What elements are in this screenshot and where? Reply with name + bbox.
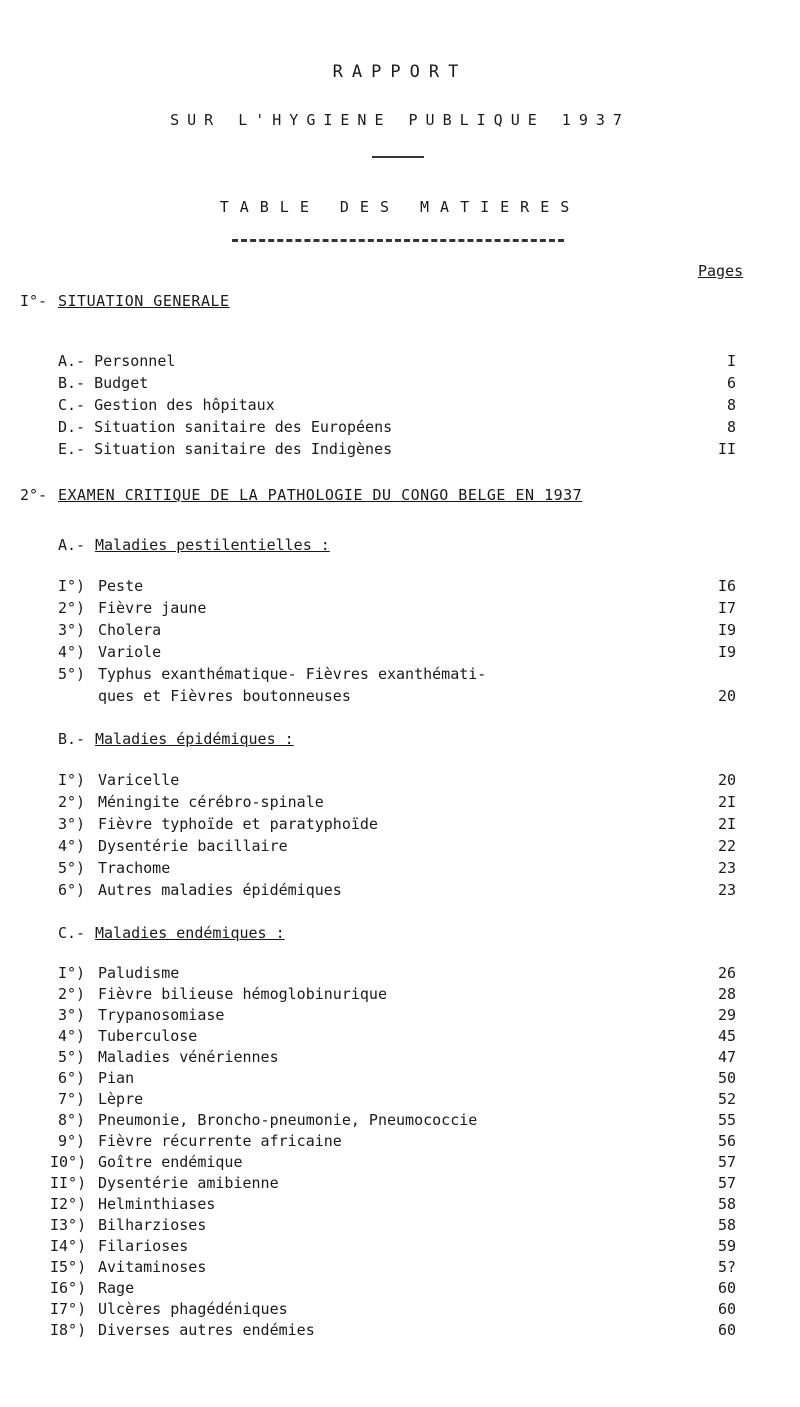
toc-page: 55 [717,1111,736,1129]
toc-title-rule [232,239,564,242]
toc-num: I3°) [50,1216,87,1234]
group-b-letter: B.- [58,730,86,748]
group-c-title: Maladies endémiques : [95,924,285,942]
toc-page: 58 [717,1195,736,1213]
toc-page: 20 [717,687,736,705]
toc-page: 8 [726,396,736,414]
toc-page: 29 [717,1006,736,1024]
toc-page: 28 [717,985,736,1003]
toc-num: I5°) [50,1258,87,1276]
toc-entry: Fièvre typhoïde et paratyphoïde [98,815,378,833]
toc-num: 2°) [58,793,86,811]
toc-num: 7°) [58,1090,86,1108]
toc-num: I°) [58,771,86,789]
toc-num: 3°) [58,1006,86,1024]
toc-num: 8°) [58,1111,86,1129]
toc-page: 60 [717,1300,736,1318]
toc-page: I9 [717,643,736,661]
toc-page: 23 [717,881,736,899]
toc-num: I°) [58,577,86,595]
toc-entry: Varicelle [98,771,180,789]
toc-num: 6°) [58,1069,86,1087]
toc-entry: Dysentérie bacillaire [98,837,288,855]
toc-entry: Variole [98,643,162,661]
toc-page: 20 [717,771,736,789]
report-subtitle: SUR L'HYGIENE PUBLIQUE 1937 [170,111,630,129]
section-1-title: SITUATION GENERALE [58,292,230,310]
toc-page: 57 [717,1153,736,1171]
toc-page: I [726,352,736,370]
toc-entry: C.- Gestion des hôpitaux [58,396,275,414]
group-a-letter: A.- [58,536,86,554]
toc-num: I8°) [50,1321,87,1339]
toc-page: 60 [717,1279,736,1297]
toc-num: I°) [58,964,86,982]
toc-num: 5°) [58,1048,86,1066]
toc-page: I9 [717,621,736,639]
section-1-number: I°- [20,292,48,310]
toc-entry: B.- Budget [58,374,149,392]
toc-num: II°) [50,1174,87,1192]
toc-entry: D.- Situation sanitaire des Européens [58,418,393,436]
toc-entry: Helminthiases [98,1195,216,1213]
toc-entry: Tuberculose [98,1027,198,1045]
title-divider [372,156,424,158]
toc-page: I7 [717,599,736,617]
toc-num: 2°) [58,985,86,1003]
toc-entry: E.- Situation sanitaire des Indigènes [58,440,393,458]
toc-entry: Rage [98,1279,135,1297]
toc-page: 59 [717,1237,736,1255]
toc-entry: Dysentérie amibienne [98,1174,279,1192]
toc-entry: Fièvre récurrente africaine [98,1132,342,1150]
toc-entry: Lèpre [98,1090,144,1108]
pages-column-header: Pages [698,262,744,280]
toc-entry: Méningite cérébro-spinale [98,793,324,811]
group-b-title: Maladies épidémiques : [95,730,294,748]
toc-entry: Maladies vénériennes [98,1048,279,1066]
toc-page: I6 [717,577,736,595]
toc-entry: Filarioses [98,1237,189,1255]
toc-num: 5°) [58,859,86,877]
toc-page: 23 [717,859,736,877]
toc-page: 22 [717,837,736,855]
toc-num: I4°) [50,1237,87,1255]
toc-page: 2I [717,815,736,833]
toc-entry: ques et Fièvres boutonneuses [98,687,351,705]
toc-num: 3°) [58,621,86,639]
toc-page: II [717,440,736,458]
report-title: RAPPORT [332,62,468,82]
toc-num: 2°) [58,599,86,617]
toc-num: 3°) [58,815,86,833]
toc-page: 5? [717,1258,736,1276]
toc-entry: Ulcères phagédéniques [98,1300,288,1318]
toc-num: 5°) [58,665,86,683]
toc-entry: Bilharzioses [98,1216,207,1234]
toc-entry: Trachome [98,859,171,877]
toc-num: I6°) [50,1279,87,1297]
group-a-title: Maladies pestilentielles : [95,536,330,554]
toc-num: I2°) [50,1195,87,1213]
toc-entry: Typhus exanthématique- Fièvres exanthémati- [98,665,487,683]
toc-page: 2I [717,793,736,811]
toc-entry: A.- Personnel [58,352,176,370]
toc-num: 6°) [58,881,86,899]
toc-page: 57 [717,1174,736,1192]
toc-entry: Pneumonie, Broncho-pneumonie, Pneumococcie [98,1111,478,1129]
toc-num: 4°) [58,837,86,855]
toc-entry: Trypanosomiase [98,1006,225,1024]
toc-entry: Pian [98,1069,135,1087]
toc-entry: Avitaminoses [98,1258,207,1276]
toc-entry: Fièvre jaune [98,599,207,617]
toc-page: 8 [726,418,736,436]
toc-entry: Cholera [98,621,162,639]
toc-entry: Diverses autres endémies [98,1321,315,1339]
toc-page: 52 [717,1090,736,1108]
toc-page: 60 [717,1321,736,1339]
toc-entry: Paludisme [98,964,180,982]
toc-title: TABLE DES MATIERES [219,198,581,216]
toc-entry: Peste [98,577,144,595]
group-c-letter: C.- [58,924,86,942]
section-2-number: 2°- [20,486,48,504]
toc-num: 4°) [58,1027,86,1045]
toc-entry: Autres maladies épidémiques [98,881,342,899]
toc-entry: Goître endémique [98,1153,243,1171]
toc-page: 56 [717,1132,736,1150]
toc-page: 50 [717,1069,736,1087]
toc-page: 6 [726,374,736,392]
toc-page: 45 [717,1027,736,1045]
toc-num: I0°) [50,1153,87,1171]
toc-num: I7°) [50,1300,87,1318]
toc-num: 9°) [58,1132,86,1150]
section-2-title: EXAMEN CRITIQUE DE LA PATHOLOGIE DU CONGO BELGE EN 1937 [58,486,583,504]
toc-page: 26 [717,964,736,982]
toc-entry: Fièvre bilieuse hémoglobinurique [98,985,387,1003]
toc-page: 47 [717,1048,736,1066]
toc-num: 4°) [58,643,86,661]
toc-page: 58 [717,1216,736,1234]
